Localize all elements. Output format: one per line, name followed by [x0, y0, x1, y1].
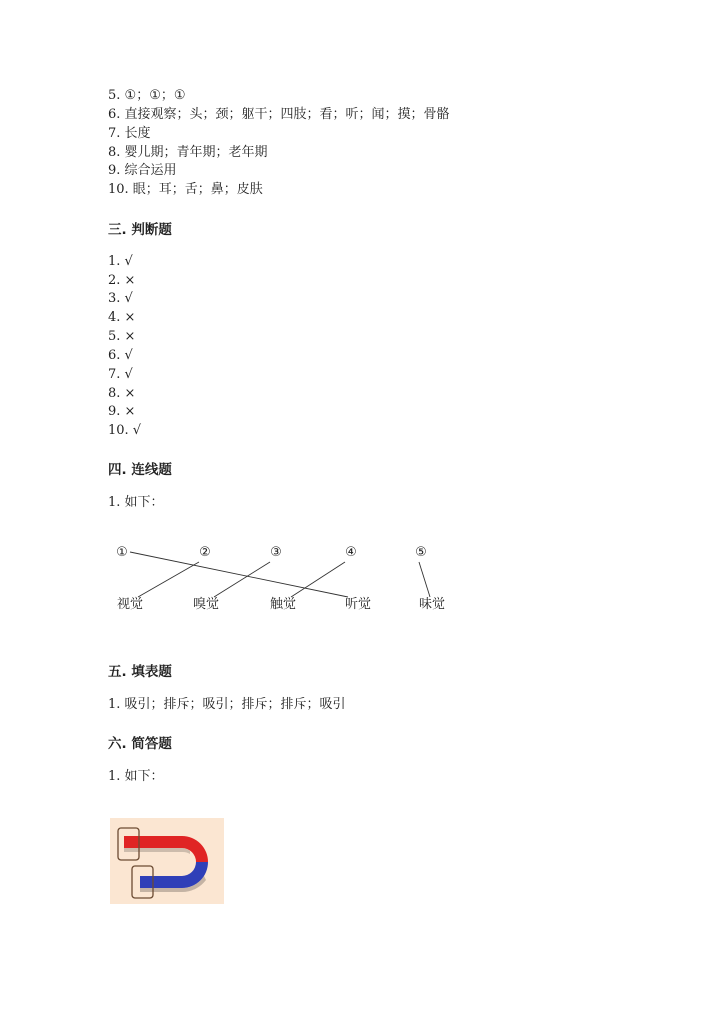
- matching-line-2: [138, 562, 199, 597]
- matching-bottom-label-4: 听觉: [344, 597, 372, 612]
- matching-bottom-label-1: 视觉: [116, 597, 144, 612]
- u-magnet-image: [110, 818, 224, 904]
- fill-answer-8: 8. 婴儿期；青年期；老年期: [108, 145, 268, 160]
- judge-answer-3: 3. √: [108, 291, 133, 306]
- judge-answer-10: 10. √: [108, 423, 142, 438]
- matching-bottom-label-3: 触觉: [269, 597, 297, 612]
- matching-bottom-labels: [117, 596, 445, 612]
- matching-line-1: [130, 552, 348, 597]
- section-3-heading: 三. 判断题: [108, 222, 172, 238]
- fill-answer-10: 10. 眼；耳；舌；鼻；皮肤: [108, 182, 263, 197]
- section-5-heading: 五. 填表题: [108, 664, 172, 680]
- fill-answer-9: 9. 综合运用: [108, 163, 177, 178]
- short-answer-intro: 1. 如下：: [108, 769, 164, 784]
- matching-top-label-2: ②: [199, 545, 211, 560]
- judge-answer-2: 2. ×: [108, 273, 136, 288]
- judge-answer-1: 1. √: [108, 254, 133, 269]
- matching-line-5: [419, 562, 430, 597]
- matching-top-label-1: ①: [116, 545, 128, 560]
- u-magnet-icon: [110, 818, 224, 904]
- matching-top-label-3: ③: [270, 545, 282, 560]
- matching-top-label-4: ④: [345, 545, 357, 560]
- section-6-heading: 六. 简答题: [108, 736, 172, 752]
- fill-answer-6: 6. 直接观察；头；颈；躯干；四肢；看；听；闻；摸；骨骼: [108, 107, 450, 122]
- matching-bottom-label-5: 味觉: [418, 597, 446, 612]
- judge-answer-6: 6. √: [108, 348, 133, 363]
- table-answer-1: 1. 吸引；排斥；吸引；排斥；排斥；吸引: [108, 697, 346, 712]
- judge-answer-5: 5. ×: [108, 329, 136, 344]
- judge-answer-7: 7. √: [108, 367, 133, 382]
- judge-answer-9: 9. ×: [108, 404, 136, 419]
- matching-bottom-label-2: 嗅觉: [192, 597, 220, 612]
- matching-diagram: [108, 540, 468, 620]
- matching-top-label-5: ⑤: [415, 545, 427, 560]
- judge-answer-4: 4. ×: [108, 310, 136, 325]
- section-4-heading: 四. 连线题: [108, 462, 172, 478]
- fill-answer-7: 7. 长度: [108, 126, 151, 141]
- fill-answer-5: 5. ①；①；①: [108, 88, 186, 103]
- matching-line-4: [291, 562, 345, 597]
- matching-top-labels: [116, 545, 427, 560]
- matching-intro: 1. 如下：: [108, 495, 164, 510]
- judge-answer-8: 8. ×: [108, 386, 136, 401]
